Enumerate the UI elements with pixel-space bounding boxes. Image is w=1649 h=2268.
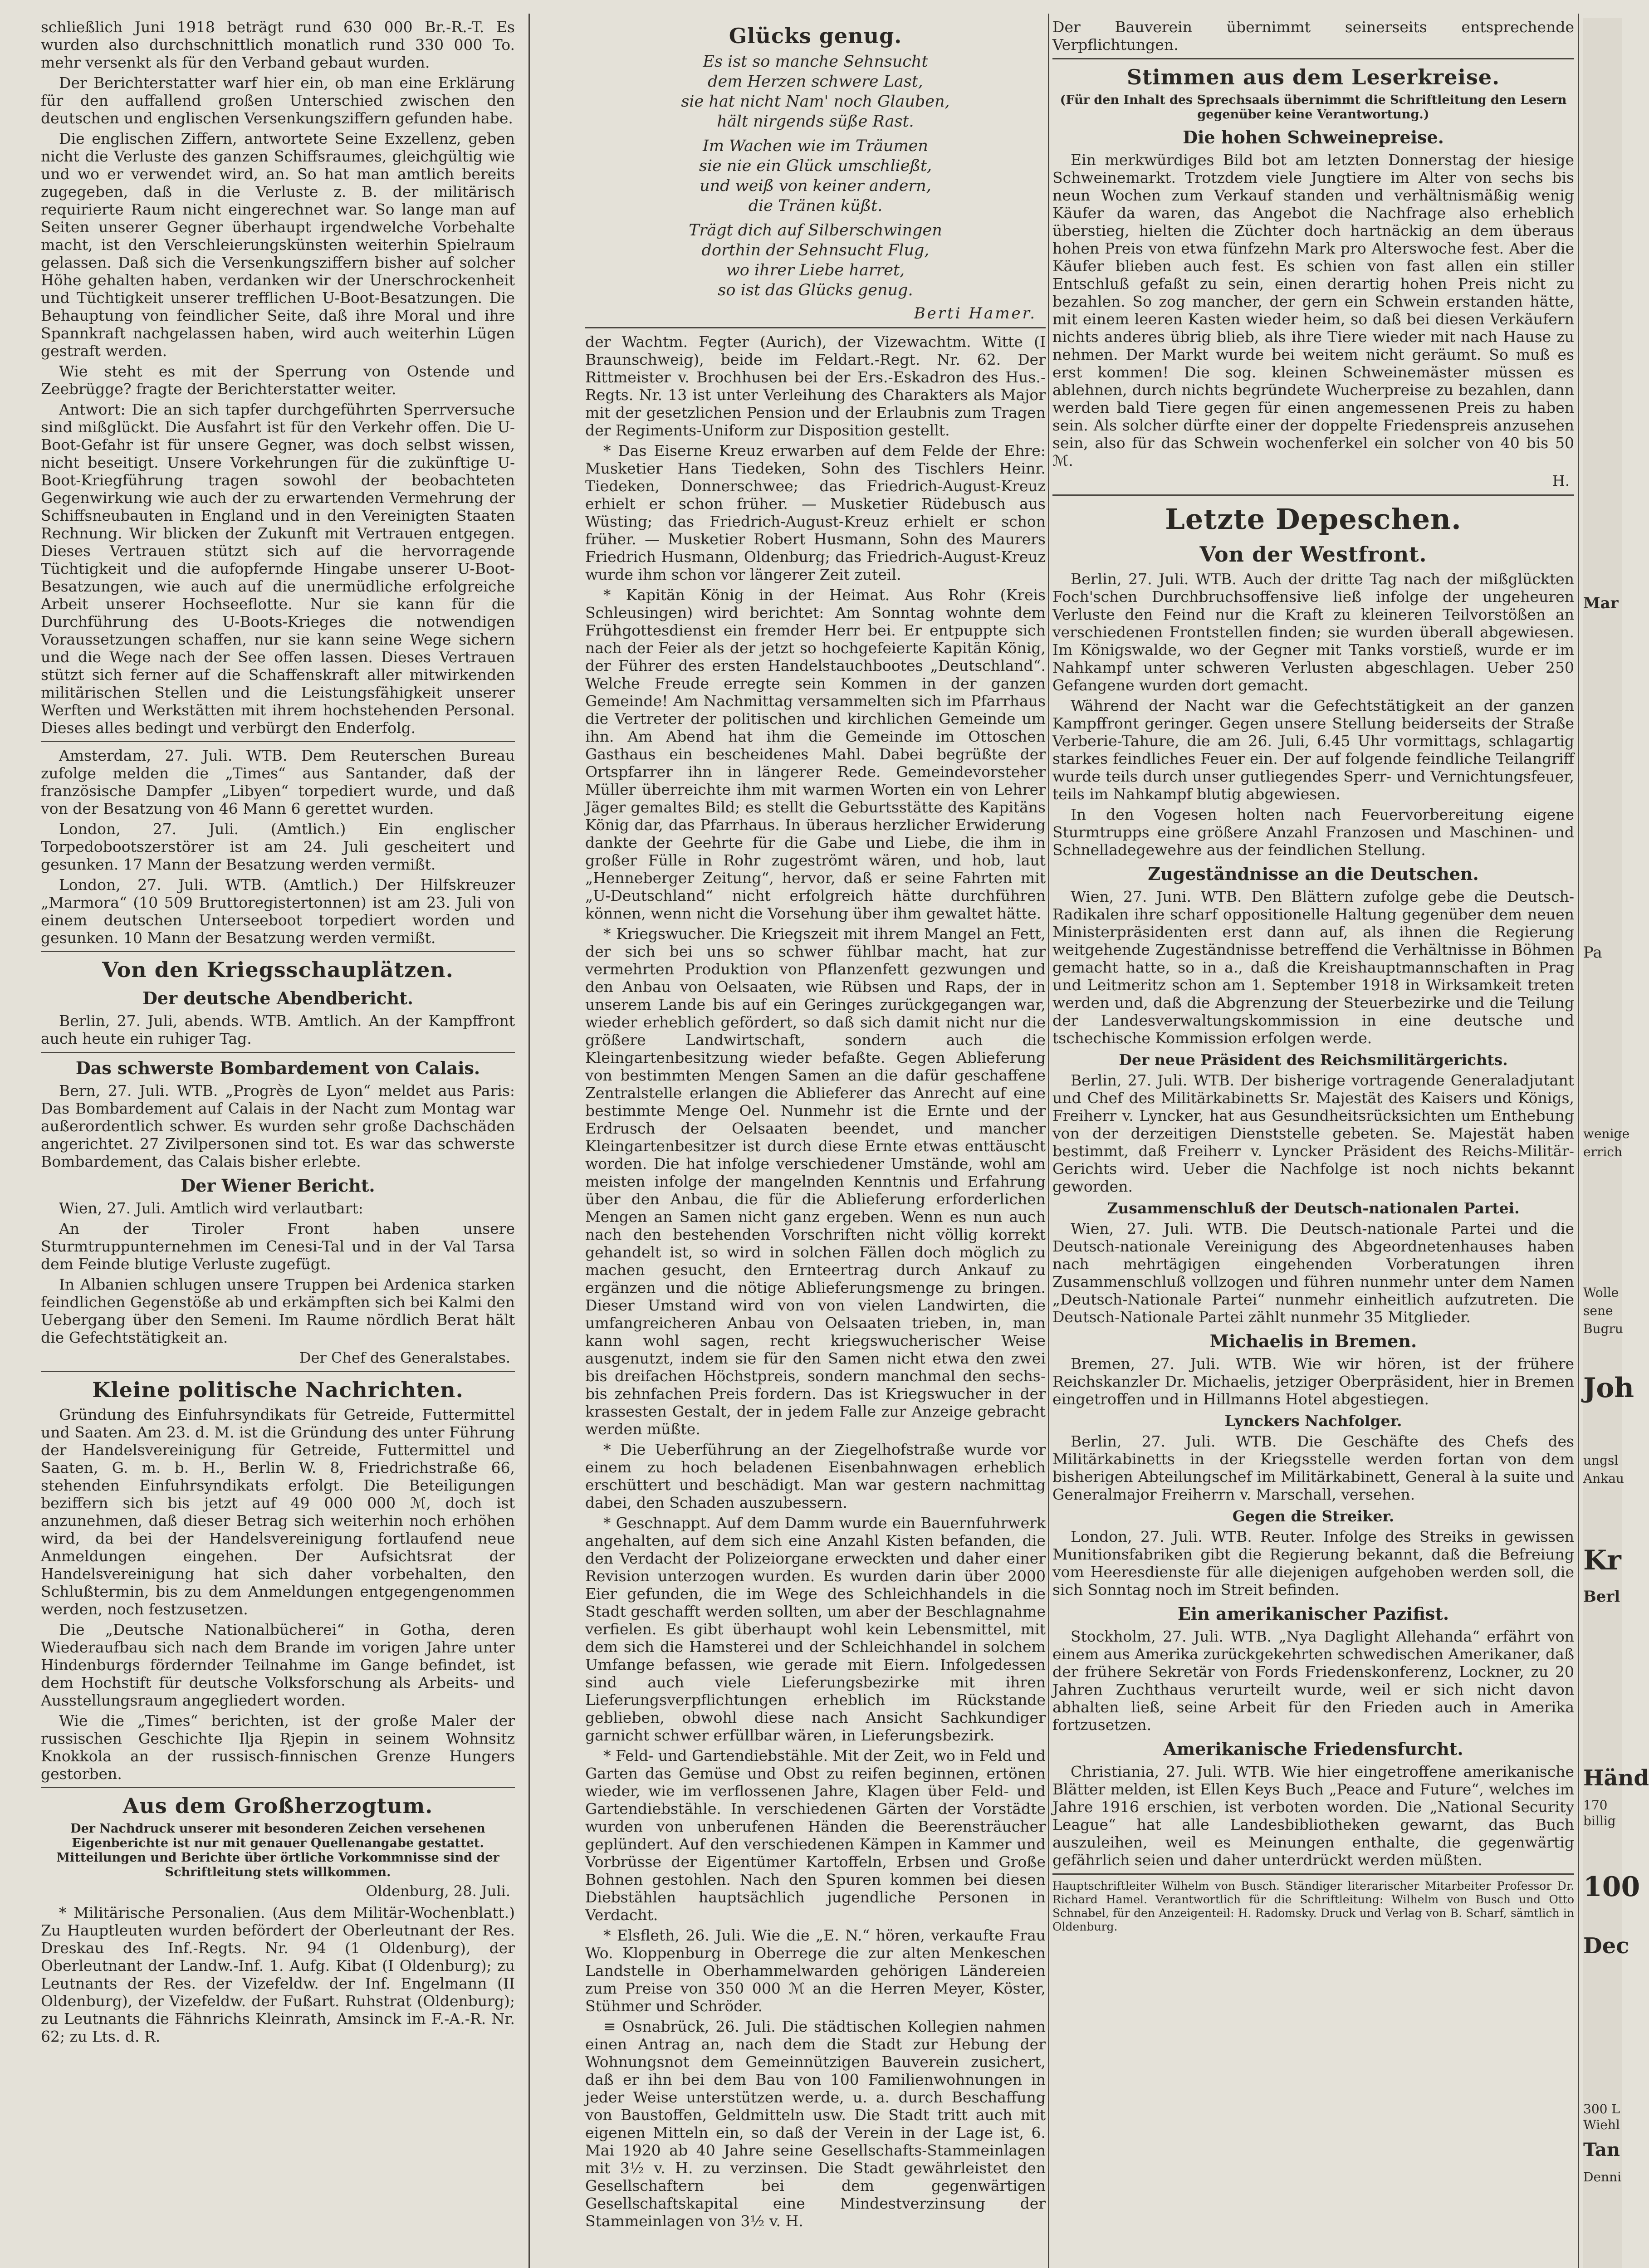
strip-fragment: Bugru (1583, 1321, 1623, 1336)
subheading-pazifist: Ein amerikanischer Pazifist. (1177, 1603, 1449, 1624)
poem-stanza (585, 220, 1046, 300)
news-item: London, 27. Juli. WTB. (Amtlich.) Der Hilfskreuzer „Marmora“ (10 509 Bruttoregistertonnen) ist am 23. Juli von einem deutschen Unterseeboot torpediert worden und gesunken. 10 Mann der Besatzung werden vermißt. (41, 876, 515, 947)
paragraph: * Kapitän König in der Heimat. Aus Rohr (Kreis Schleusingen) wird berichtet: Am Sonntag wohnte dem Frühgottesdienst ein fremder Herr bei. Er entpuppte sich nach der Feier als der jetzt so hochgefeierte Kapitän König, der Führer des ersten Handelstauchbootes „Deutschland“. Welche Freude erregte sein Kommen in der ganzen Gemeinde! Am Nachmittag versammelten sich im Pfarrhaus die Vertreter der politischen und kirchlichen Gemeinde um ihn. Am Abend hat ihm die Gemeinde im Ottoschen Gasthaus ein bescheidenes Mahl. Dabei begrüßte der Ortspfarrer ihn in längerer Rede. Gemeindevorsteher Müller überreichte ihm mit warmen Worten ein von Lehrer Jäger gemaltes Bild; es stellt die Geburtsstätte des Kapitäns König dar, das Pfarrhaus. In überaus herzlicher Erwiderung dankte der Geehrte für die Gabe und Liebe, die ihm in großer Fülle in Rohr zugeströmt wären, und hob, laut „Henneberger Zeitung“, hervor, daß er seine Fahrten mit „U-Deutschland“ nicht erfolgreich hätte durchführen können, wenn nicht die Vorsehung über ihm gewaltet hätte. (585, 586, 1046, 922)
strip-fragment: 170 (1583, 1798, 1608, 1813)
news-item: Amsterdam, 27. Juli. WTB. Dem Reuterschen Bureau zufolge melden die „Times“ aus Santander, daß der französische Dampfer „Libyen“ torpediert wurde, und daß von der Besatzung von 46 Mann 6 gerettet wurden. (41, 747, 515, 817)
news-item: * Militärische Personalien. (Aus dem Militär-Wochenblatt.) Zu Hauptleuten wurden befördert der Oberleutnant der Res. Dreskau des Inf.-Regts. Nr. 94 (1 Oldenburg), der Oberleutnant der Landw.-Inf. 1. Aufg. Kibat (I Oldenburg); zu Leutnants der Res. der Vizefeldw. der Inf. Engelmann (II Oldenburg), der Vizefeldw. der Fußart. Ruhstrat (Oldenburg); zu Leutnants die Fähnrichs Kleinrath, Amsinck im F.-A.-R. Nr. 62; zu Lts. d. R. (41, 1904, 515, 2045)
paragraph: Berlin, 27. Juli. WTB. Auch der dritte Tag nach der mißglückten Foch'schen Durchbruchsoffensive ließ infolge der ungeheuren Verluste den Feind nur die Kraft zu kleineren Teilvorstößen an verschiedenen Frontstellen finden; sie wurden überall abgewiesen. Im Königswalde, wo der Gegner mit Tanks vorstieß, wurde er im Nahkampf unter schweren Verlusten abgeschlagen. Ueber 250 Gefangene wurden dort gemacht. (1052, 570, 1574, 694)
poem-line: sie hat nicht Nam' noch Glauben, (681, 93, 950, 111)
news-item: Die „Deutsche Nationalbücherei“ in Gotha, deren Wiederaufbau sich nach dem Brande im vorigen Jahre unter Hindenburgs fördernder Teilnahme im Gange befindet, ist dem Hochstift für deutsche Volksforschung als Arbeits- und Ausstellungsraum angegliedert worden. (41, 1621, 515, 1709)
subheading-lyncker: Lynckers Nachfolger. (1224, 1412, 1402, 1430)
paragraph: * Elsfleth, 26. Juli. Wie die „E. N.“ hören, verkaufte Frau Wo. Kloppenburg in Oberrege die zur alten Menkeschen Landstelle in Oberhammelwarden gehörigen Ländereien zum Preise von 350 000 ℳ an die Herren Meyer, Köster, Stühmer und Schröder. (585, 1926, 1046, 2015)
strip-fragment: Joh (1583, 1372, 1634, 1404)
paragraph: ≡ Osnabrück, 26. Juli. Die städtischen Kollegien nahmen einen Antrag an, nach dem die Stadt zur Hebung der Wohnungsnot dem Gemeinnützigen Bauverein zusichert, daß er ihn bei dem Bau von 100 Familienwohnungen in jeder Weise unterstützen werde, u. a. durch Beschaffung von Baustoffen, Geldmitteln usw. Die Stadt tritt auch mit eigenen Mitteln ein, so daß der Verein in der Lage ist, 6. Mai 1920 ab 40 Jahre seine Gesellschafts-Stammeinlagen mit 3½ v. H. zu verzinsen. Die Stadt gewährleistet den Gesellschaftern bei dem gegenwärtigen Gesellschaftskapital eine Mindestverzinsung der Stammeinlagen von 3½ v. H. (585, 2018, 1046, 2230)
paragraph: Christiania, 27. Juli. WTB. Wie hier eingetroffene amerikanische Blätter melden, ist Ellen Keys Buch „Peace and Future“, welches im Jahre 1916 erschien, ist verboten worden. Die „National Security League“ hat alle Landesbibliotheken gewarnt, das Buch auszuleihen, weil es Meinungen enthalte, die gegenwärtig gefährlich seien und daher unterdrückt werden müßten. (1052, 1763, 1574, 1869)
poem-author: Berti Hamer. (914, 304, 1037, 323)
strip-fragment: 300 L (1583, 2102, 1620, 2116)
poem-line: so ist das Glücks genug. (718, 281, 913, 299)
poem-stanza (585, 52, 1046, 132)
section-heading-depeschen: Letzte Depeschen. (1165, 503, 1462, 536)
paragraph: Wien, 27. Juni. WTB. Den Blättern zufolge gebe die Deutsch-Radikalen ihre scharf oppositionelle Haltung gegenüber dem neuen Ministerpräsidenten erst dann auf, als ihnen die Regierung weitgehende Zugeständnisse betreffend die Verhältnisse in Böhmen gemacht hatte, so in a., daß die Kreishauptmannschaften in Prag und Leitmeritz schon am 1. September 1918 in Wirksamkeit treten werden und, daß die Abgrenzung der Steuerbezirke und die Teilung der Landesverwaltungskommission in eine deutsche und tschechische Kommission erfolgen werde. (1052, 888, 1574, 1047)
strip-fragment: Dec (1583, 1933, 1629, 1959)
divider (585, 327, 1046, 328)
paragraph: Berlin, 27. Juli. WTB. Die Geschäfte des Chefs des Militärkabinetts in der Kriegsstelle werden fortan von dem bisherigen Abteilungschef im Militärkabinett, General à la suite und Generalmajor Freiherrn v. Marschall, versehen. (1052, 1432, 1574, 1503)
report-text: In Albanien schlugen unsere Truppen bei Ardenica starken feindlichen Gegenstöße ab und erkämpften sich bei Kalmi den Uebergang über den Semeni. Im Raume nördlich Berat hält die Gefechtstätigkeit an. (41, 1276, 515, 1346)
paragraph: * Kriegswucher. Die Kriegszeit mit ihrem Mangel an Fett, der sich bei uns so schwer fühlbar macht, hat zur vermehrten Produktion von Pflanzenfett gezwungen und den Anbau von Oelsaaten, wie Rübsen und Raps, der in unserem Lande bis auf ein Geringes zurückgegangen war, wieder erheblich gefördert, so daß sich damit nicht nur die größere Landwirtschaft, sondern auch die Kleingartenbesitzung wieder befaßte. Gegen Ablieferung von bestimmten Mengen Samen an die dafür geschaffene Zentralstelle erlangen die Ablieferer das Anrecht auf eine bestimmte Menge Oel. Nunmehr ist die Ernte und der Erdrusch der Oelsaaten beendet, und mancher Kleingartenbesitzer ist durch diese Ernte etwas enttäuscht worden. Die hat infolge verschiedener Umstände, wohl am meisten infolge der mangelnden Kenntnis und Erfahrung über den Anbau, die für die Ablieferung erforderlichen Mengen an Samen nicht ganz ergeben. Wenn es nun auch nach den bestehenden Vorschriften nicht völlig korrekt gehandelt ist, so wird in solchen Fällen doch möglich zu machen gesucht, den Ernteertrag durch Ankauf zu ergänzen und die nötige Ablieferungsmenge zu bringen. Dieser Umstand wird von von vielen Landwirten, die umfangreicheren Anbau von Oelsaaten trieben, in, man kann wohl sagen, recht kriegswucherischer Weise ausgenutzt, indem sie für den Samen nicht etwa den zwei bis dreifachen Höchstpreis, sondern manchmal den sechs- bis zehnfachen Preis fordern. Das ist Kriegswucher in der krassesten Gestalt, der in jedem Falle zur Anzeige gebracht werden müßte. (585, 925, 1046, 1438)
divider (41, 1052, 515, 1053)
news-item: Wie die „Times“ berichten, ist der große Maler der russischen Geschichte Ilja Rjepin in seinem Wohnsitz Knokkola an der russisch-finnischen Grenze Hungers gestorben. (41, 1712, 515, 1783)
paragraph: In den Vogesen holten nach Feuervorbereitung eigene Sturmtrupps eine größere Anzahl Franzosen und Maschinen- und Schnelladegewehre aus der feindlichen Stellung. (1052, 806, 1574, 859)
paragraph: Bremen, 27. Juli. WTB. Wie wir hören, ist der frühere Reichskanzler Dr. Michaelis, jetziger Oberpräsident, hier in Bremen eingetroffen und in Hillmanns Hotel abgestiegen. (1052, 1355, 1574, 1408)
subheading-wiener-bericht: Der Wiener Bericht. (181, 1175, 375, 1196)
subheading-partei: Zusammenschluß der Deutsch-nationalen Partei. (1107, 1199, 1520, 1217)
poem-line: und weiß von keiner andern, (700, 177, 931, 195)
strip-fragment: Tan (1583, 2139, 1620, 2160)
divider (41, 1371, 515, 1372)
subheading-michaelis: Michaelis in Bremen. (1209, 1331, 1417, 1351)
news-item: Gründung des Einfuhrsyndikats für Getreide, Futtermittel und Saaten. Am 23. d. M. ist die Gründung des unter Führung der Handelsvereinigung für Getreide, Futtermittel und Saaten, G. m. b. H., Berlin W. 8, Friedrichstraße 66, stehenden Einfuhrsyndikats erfolgt. Die Beteiligungen beziffern sich bis jetzt auf 49 000 000 ℳ, doch ist anzunehmen, daß dieser Betrag sich weiterhin noch erhöhen wird, da bei der Handelsvereinigung fortlaufend neue Anmeldungen eingehen. Der Aufsichtsrat der Handelsvereinigung hat sich daher vorbehalten, den Schlußtermin, bis zu dem Anmeldungen entgegengenommen werden, noch festzusetzen. (41, 1406, 515, 1618)
subheading-zugestaendnisse: Zugeständnisse an die Deutschen. (1148, 864, 1479, 884)
report-signature: Der Chef des Generalstabes. (299, 1349, 510, 1366)
poem-line: dorthin der Sehnsucht Flug, (701, 241, 930, 259)
strip-fragment: wenige (1583, 1126, 1630, 1141)
column-2 (585, 18, 1046, 2268)
paragraph: Berlin, 27. Juli. WTB. Der bisherige vortragende Generaladjutant und Chef des Militärkabinetts Sr. Majestät des Kaisers und Königs, Freiherr v. Lyncker, hat aus Gesundheitsrücksichten um Enthebung von der derzeitigen Dienststelle gebeten. Se. Majestät haben bestimmt, daß Freiherr v. Lyncker Präsident des Reichs-Militär-Gerichts wird. Ueber die Nachfolge ist noch nichts bekannt geworden. (1052, 1071, 1574, 1195)
poem-line: die Tränen küßt. (748, 197, 883, 215)
strip-fragment: Denni (1583, 2170, 1622, 2185)
paragraph: * Die Ueberführung an der Ziegelhofstraße wurde vor einem zu hoch beladenen Eisenbahnwagen erheblich erschüttert und beschädigt. Man war gestern nachmittag dabei, den Schaden auszubessern. (585, 1441, 1046, 1511)
strip-fragment: Pa (1583, 943, 1602, 962)
column-rule-2 (1048, 14, 1049, 2268)
paragraph: Der Bauverein übernimmt seinerseits entsprechende Verpflichtungen. (1052, 18, 1574, 54)
paragraph: Stockholm, 27. Juli. WTB. „Nya Daglight Allehanda“ erfährt von einem aus Amerika zurückgekehrten schwedischen Amerikaner, daß der frühere Sekretär von Fords Friedenskonferenz, Lockner, zu 20 Jahren Zuchthaus verurteilt wurde, weil er sich nicht davon abhalten ließ, seine Arbeit für den Frieden auch in Amerika fortzusetzen. (1052, 1628, 1574, 1734)
divider (1052, 1873, 1574, 1875)
paragraph: schließlich Juni 1918 beträgt rund 630 000 Br.-R.-T. Es wurden also durchschnittlich monatlich rund 330 000 To. mehr versenkt als für den Verband gebaut wurden. (41, 18, 515, 71)
paragraph: * Das Eiserne Kreuz erwarben auf dem Felde der Ehre: Musketier Hans Tiedeken, Sohn des Tischlers Heinr. Tiedeken, Donnerschwee; das Friedrich-August-Kreuz erhielt er schon früher. — Musketier Rüdebusch aus Wüsting; das Friedrich-August-Kreuz erhielt er schon früher. — Musketier Robert Husmann, Sohn des Maurers Friedrich Husmann, Oldenburg; das Friedrich-August-Kreuz wurde ihm schon vor längerer Zeit zuteil. (585, 442, 1046, 583)
section-heading-grossherzogtum: Aus dem Großherzogtum. (122, 1794, 433, 1818)
report-text: Bern, 27. Juli. WTB. „Progrès de Lyon“ meldet aus Paris: Das Bombardement auf Calais in der Nacht zum Montag war außerordentlich schwer. Es wurden sehr große Dachschäden angerichtet. 27 Zivilpersonen sind tot. Es war das schwerste Bombardement, das Calais bisher erlebte. (41, 1082, 515, 1170)
section-heading-politics: Kleine politische Nachrichten. (92, 1378, 464, 1402)
strip-fragment: errich (1583, 1144, 1623, 1159)
reprint-note: Der Nachdruck unserer mit besonderen Zeichen versehenen Eigenberichte ist nur mit genauer Quellenangabe gestattet. Mitteilungen und Berichte über örtliche Vorkommnisse sind der Schriftleitung stets willkommen. (56, 1822, 499, 1879)
strip-fragment: Wiehl (1583, 2117, 1620, 2132)
paragraph: * Geschnappt. Auf dem Damm wurde ein Bauernfuhrwerk angehalten, auf dem sich eine Anzahl Kisten befanden, die den Verdacht der Polizeiorgane erweckten und daher einer Revision unterzogen wurden. Es wurden darin über 2000 Eier gefunden, die im Wege des Schleichhandels in die Stadt geschafft werden sollten, um aber der Beschlagnahme verfielen. Es gibt überhaupt wohl kein Lebensmittel, mit dem sich die Hamsterei und der Schleichhandel in solchem Umfange befassen, wie gerade mit Eiern. Infolgedessen sind auch viele Lieferungsbezirke mit ihren Lieferungsverpflichtungen erheblich im Rückstande geblieben, obwohl diese nach Ansicht Sachkundiger garnicht schwer erfüllbar wären, in Lieferungsbezirk. (585, 1514, 1046, 1744)
divider (41, 741, 515, 742)
divider (1052, 58, 1574, 59)
subheading-streiker: Gegen die Streiker. (1232, 1507, 1395, 1525)
poem-line: dem Herzen schwere Last, (708, 73, 923, 91)
report-text: An der Tiroler Front haben unsere Sturmtruppunternehmen im Cenesi-Tal und in der Val Tarsa dem Feinde blutige Verluste zugefügt. (41, 1220, 515, 1273)
column-rule-3 (1578, 14, 1579, 2268)
strip-fragment: Berl (1583, 1588, 1620, 1606)
column-1 (41, 18, 515, 2268)
section-heading-leserkreise: Stimmen aus dem Leserkreise. (1126, 65, 1500, 89)
subheading-schweinepreise: Die hohen Schweinepreise. (1183, 127, 1444, 147)
poem-line: Im Wachen wie im Träumen (703, 137, 928, 155)
paragraph: Während der Nacht war die Gefechtstätigkeit an der ganzen Kampffront geringer. Gegen unsere Stellung beiderseits der Straße Verberie-Tahure, die am 26. Juli, 6.45 Uhr vormittags, schlagartig starkes feindliches Feuer ein. Der auf folgende feindliche Teilangriff wurde teils durch unser gutliegendes Sperr- und Vernichtungsfeuer, teils im Nahkampf blutig abgewiesen. (1052, 697, 1574, 803)
subheading-praesident: Der neue Präsident des Reichsmilitärgerichts. (1119, 1051, 1508, 1069)
subheading-friedensfurcht: Amerikanische Friedensfurcht. (1163, 1739, 1463, 1759)
subheading-calais: Das schwerste Bombardement von Calais. (75, 1058, 480, 1078)
strip-fragment: ungsl (1583, 1453, 1619, 1468)
adjacent-page-strip (1583, 18, 1649, 2268)
report-text: Wien, 27. Juli. Amtlich wird verlautbart: (59, 1199, 363, 1217)
strip-fragment: Händ (1583, 1765, 1649, 1791)
report-text: Berlin, 27. Juli, abends. WTB. Amtlich. An der Kampffront auch heute ein ruhiger Tag. (41, 1012, 515, 1047)
section-heading-war: Von den Kriegsschauplätzen. (102, 958, 454, 982)
paragraph: der Wachtm. Fegter (Aurich), der Vizewachtm. Witte (I Braunschweig), beide im Feldart.-Regt. Nr. 62. Der Rittmeister v. Brochhusen bei der Ers.-Eskadron des Hus.-Regts. Nr. 13 ist unter Verleihung des Charakters als Major mit der gesetzlichen Pension und der Erlaubnis zum Tragen der Regiments-Uniform zur Disposition gestellt. (585, 333, 1046, 439)
divider (1052, 494, 1574, 496)
letter-signature: H. (1552, 472, 1570, 489)
divider (41, 1787, 515, 1788)
poem-line: wo ihrer Liebe harret, (726, 261, 905, 279)
strip-fragment: Mar (1583, 594, 1619, 612)
paragraph: Wie steht es mit der Sperrung von Ostende und Zeebrügge? fragte der Berichterstatter weiter. (41, 362, 515, 398)
news-item: London, 27. Juli. (Amtlich.) Ein englischer Torpedobootszerstörer ist am 24. Juli gescheitert und gesunken. 17 Mann der Besatzung werden vermißt. (41, 820, 515, 873)
paragraph: Ein merkwürdiges Bild bot am letzten Donnerstag der hiesige Schweinemarkt. Trotzdem viele Jungtiere im Alter von sechs bis neun Wochen zum Verkauf standen und verhältnismäßig wenig Käufer da waren, das Angebot die Nachfrage also erheblich überstieg, hielten die Züchter doch hartnäckig an dem überaus hohen Preis von etwa fünfzehn Mark pro Alterswoche fest. Aber die Käufer blieben auch fest. Es schien von fast allen ein stiller Entschluß gefaßt zu sein, einen derartig hohen Preis nicht zu bezahlen. So zog mancher, der gern ein Schwein erstanden hätte, mit einem leeren Kasten wieder heim, so daß bei diesen Verkäufern nichts anderes übrig blieb, als ihre Tiere wieder mit nach Hause zu nehmen. Der Markt wurde bei weitem nicht geräumt. So muß es erst kommen! Die sog. kleinen Schweinemäster müssen es ablehnen, durch nichts begründete Wucherpreise zu bezahlen, dann werden bald Tiere gegen für einen angemessenen Preis zu haben sein. Als solcher dürfte einer der doppelte Friedenspreis anzusehen sein, also für das Schwein wochenferkel ein solcher von 40 bis 50 ℳ. (1052, 151, 1574, 469)
strip-fragment: Wolle (1583, 1285, 1619, 1300)
poem-title: Glücks genug. (729, 24, 902, 48)
strip-fragment: billig (1583, 1813, 1616, 1828)
paragraph: Der Berichterstatter warf hier ein, ob man eine Erklärung für den auffallend großen Unterschied zwischen den deutschen und englischen Versenkungsziffern gefunden habe. (41, 74, 515, 127)
strip-fragment: Ankau (1583, 1471, 1624, 1486)
paragraph: Die englischen Ziffern, antwortete Seine Exzellenz, geben nicht die Verluste des ganzen Schiffsraumes, gleichgültig wie und wo er verwendet wird, an. So hat man amtlich bereits zugegeben, daß in die Verluste z. B. der militärisch requirierte Raum nicht eingerechnet war. So lange man auf Seiten unserer Gegner überhaupt irgendwelche Vorbehalte macht, ist den Verschleierungskünsten weiterhin Spielraum gelassen. Daß sich die Versenkungsziffern bisher auf solcher Höhe gehalten haben, verdanken wir der Unerschrockenheit und Tüchtigkeit unserer trefflichen U-Boot-Besatzungen. Die Behauptung von feindlicher Seite, daß ihre Moral und ihre Spannkraft nachgelassen haben, wird auch weiterhin Lügen gestraft werden. (41, 130, 515, 360)
divider (41, 951, 515, 952)
paragraph: * Feld- und Gartendiebstähle. Mit der Zeit, wo in Feld und Garten das Gemüse und Obst zu reifen beginnen, ertönen wieder, wie im verflossenen Jahre, Klagen über Feld- und Gartendiebstähle. In verschiedenen Gärten der Vorstädte wurden von unberufenen Händen die Beerensträucher geplündert. Auf den verschiedenen Kämpen in Kammer und Vorbrüsse der Eigentümer Kartoffeln, Erbsen und Große Bohnen gestohlen. Nach den Spuren kommen bei diesen Diebstählen hauptsächlich jugendliche Personen in Verdacht. (585, 1747, 1046, 1924)
poem-line: sie nie ein Glück umschließt, (699, 157, 932, 175)
imprint: Hauptschriftleiter Wilhelm von Busch. Ständiger literarischer Mitarbeiter Professor Dr. Richard Hamel. Verantwortlich für die Schriftleitung: Wilhelm von Busch und Otto Schnabel, für den Anzeigenteil: H. Radomsky. Druck und Verlag von B. Scharf, sämtlich in Oldenburg. (1052, 1879, 1574, 1933)
subheading-westfront: Von der Westfront. (1199, 542, 1427, 567)
poem-stanza (585, 136, 1046, 216)
disclaimer-note: (Für den Inhalt des Sprechsaals übernimmt die Schriftleitung den Lesern gegenüber keine Verantwortung.) (1060, 93, 1567, 122)
subheading-abendbericht: Der deutsche Abendbericht. (142, 988, 414, 1008)
paragraph: Wien, 27. Juli. WTB. Die Deutsch-nationale Partei und die Deutsch-nationale Vereinigung des Abgeordnetenhauses haben nach mehrtägigen eingehenden Vorberatungen ihren Zusammenschluß vollzogen und führen nunmehr unter dem Namen „Deutsch-Nationale Partei“ nunmehr einheitlich aufzutreten. Die Deutsch-Nationale Partei zählt nunmehr 35 Mitglieder. (1052, 1220, 1574, 1326)
column-3 (1052, 18, 1574, 2268)
strip-fragment: 100 (1583, 1871, 1640, 1903)
poem-line: Es ist so manche Sehnsucht (703, 53, 928, 71)
column-rule-1 (528, 14, 530, 2268)
strip-fragment: Kr (1583, 1545, 1621, 1576)
strip-fragment: sene (1583, 1303, 1613, 1318)
poem-line: hält nirgends süße Rast. (717, 112, 914, 131)
dateline: Oldenburg, 28. Juli. (366, 1882, 510, 1900)
paragraph: London, 27. Juli. WTB. Reuter. Infolge des Streiks in gewissen Munitionsfabriken gibt die Regierung bekannt, daß die Befreiung vom Heeresdienste für alle diejenigen aufgehoben werden soll, die sich Sonntag noch im Streit befinden. (1052, 1528, 1574, 1598)
paragraph: Antwort: Die an sich tapfer durchgeführten Sperrversuche sind mißglückt. Die Ausfahrt ist für den Verkehr offen. Die U-Boot-Gefahr ist für unsere Gegner, was doch selbst wissen, nicht beseitigt. Unsere Vorkehrungen für die zukünftige U-Boot-Kriegführung tragen sowohl der beobachteten Gegenwirkung wie auch der zu erwartenden Vermehrung der Schiffsneubauten in England und in den Vereinigten Staaten Rechnung. Wir blicken der Zukunft mit Vertrauen entgegen. Dieses Vertrauen stützt sich auf die hervorragende Tüchtigkeit und die aufopfernde Hingabe unserer U-Boot-Besatzungen, wie auch auf die unermüdliche erfolgreiche Arbeit unserer Hochseeflotte. Nur sie kann für die Durchführung des U-Boots-Krieges die notwendigen Voraussetzungen schaffen, nur sie kann seine Wege sichern und die Wege nach der See offen lassen. Dieses Vertrauen stützt sich ferner auf die Schaffenskraft aller mitwirkenden militärischen Stellen und die Leistungsfähigkeit unserer Werften und Werkstätten mit ihrem hochstehenden Personal. Dieses alles bedingt und verbürgt den Enderfolg. (41, 401, 515, 737)
poem-line: Trägt dich auf Silberschwingen (689, 221, 942, 240)
